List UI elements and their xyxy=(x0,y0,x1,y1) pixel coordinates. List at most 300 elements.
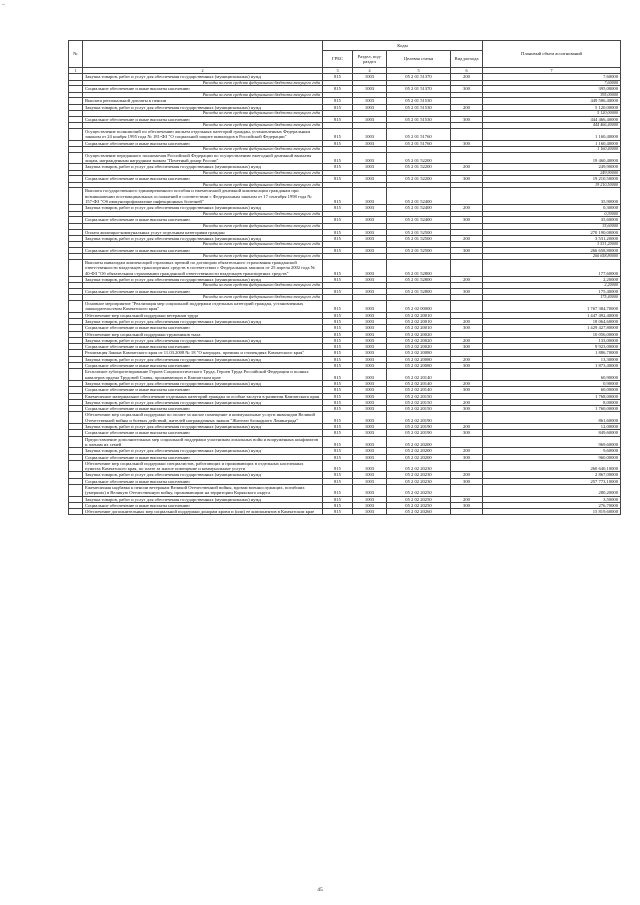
cell-grbs: 815 xyxy=(323,478,353,484)
cell-name: Выплаты инвалидам компенсаций страховых премий по договорам обязательного страхования гражданской ответственности владельцев транспортных средств в соответствии с Федеральным законом от 25 апреля 2002 года № 40-ФЗ "Об обязательном страховании гражданской ответственности владельцев транспортных средств" xyxy=(83,260,323,277)
cell-amount: 35,60000 xyxy=(483,223,621,229)
header-index: 5 xyxy=(387,68,451,74)
cell-amount: 1 873,40000 xyxy=(483,363,621,369)
header-num: № xyxy=(69,41,83,68)
cell-name: Социальное обеспечение и иные выплаты населению xyxy=(83,502,323,508)
cell-amount: 19 210,50000 xyxy=(483,176,621,182)
cell-amount: 444 466,40000 xyxy=(483,123,621,129)
cell-type: 300 xyxy=(451,217,483,223)
cell-target: 05 2 02 20200 xyxy=(387,436,451,448)
cell-name: Бесплатное зубопротезирование Героев Социалистического Труда, Героев Труда Российской Федерации и полных кавалеров ордена Трудовой Славы, проживающих в Камчатском крае xyxy=(83,369,323,381)
cell-type: 300 xyxy=(451,344,483,350)
cell-amount: 1 886,70000 xyxy=(483,350,621,356)
cell-type: 200 xyxy=(451,205,483,211)
cell-section: 1003 xyxy=(353,393,387,399)
table-row xyxy=(69,436,621,448)
cell-section: 1003 xyxy=(353,454,387,460)
cell-grbs: 815 xyxy=(323,276,353,282)
cell-name: Выплата региональной доплаты к пенсии xyxy=(83,98,323,104)
cell-amount: 35,90000 xyxy=(483,188,621,205)
cell-target: 05 2 02 20190 xyxy=(387,424,451,430)
cell-target: 05 2 01 52200 xyxy=(387,176,451,182)
cell-name: Закупка товаров, работ и услуг для обеспечения государственных (муниципальных) нужд xyxy=(83,205,323,211)
cell-name: Закупка товаров, работ и услуг для обеспечения государственных (муниципальных) нужд xyxy=(83,356,323,362)
cell-type: 200 xyxy=(451,235,483,241)
cell-name: Социальное обеспечение и иные выплаты населению xyxy=(83,140,323,146)
cell-section: 1003 xyxy=(353,288,387,294)
cell-grbs: 815 xyxy=(323,448,353,454)
cell-grbs: 815 xyxy=(323,424,353,430)
budget-table-page xyxy=(68,40,620,515)
cell-amount: 60,00000 xyxy=(483,387,621,393)
cell-name: Обеспечение дополнительных мер социальной поддержки донорам крови и (или) ее компонентов в Камчатском крае xyxy=(83,509,323,515)
cell-name: Ежемесячная надбавка к пенсии ветеранам Великой Отечественной войны, вдовам военнослужащих, погибших (умерших) в Великую Отечественную войну, проживающим на территории Корякского округа xyxy=(83,484,323,496)
cell-target: 05 2 02 20140 xyxy=(387,380,451,386)
cell-type: 200 xyxy=(451,448,483,454)
cell-grbs: 815 xyxy=(323,356,353,362)
cell-target: 05 2 02 20200 xyxy=(387,448,451,454)
cell-type: 200 xyxy=(451,337,483,343)
header-target: Целевая статья xyxy=(387,51,451,68)
cell-section: 1003 xyxy=(353,380,387,386)
cell-type: 300 xyxy=(451,478,483,484)
cell-amount: 849,60000 xyxy=(483,430,621,436)
cell-name: Расходы за счет средств федерального бюджета текущего года xyxy=(83,295,323,301)
cell-num xyxy=(69,412,83,424)
cell-num xyxy=(69,460,83,472)
cell-amount: 1 429 427,80000 xyxy=(483,325,621,331)
cell-grbs: 815 xyxy=(323,393,353,399)
cell-amount: 960,00000 xyxy=(483,454,621,460)
cell-amount: 175,40000 xyxy=(483,288,621,294)
cell-type: 200 xyxy=(451,104,483,110)
header-name xyxy=(83,41,323,68)
cell-target: 05 2 01 52200 xyxy=(387,152,451,164)
cell-section: 1003 xyxy=(353,484,387,496)
cell-type: 300 xyxy=(451,387,483,393)
cell-name: Оплата жилищно-коммунальных услуг отдельным категориям граждан xyxy=(83,229,323,235)
cell-target: 05 2 02 20230 xyxy=(387,472,451,478)
cell-section: 1003 xyxy=(353,344,387,350)
cell-name: Закупка товаров, работ и услуг для обеспечения государственных (муниципальных) нужд xyxy=(83,424,323,430)
cell-section: 1003 xyxy=(353,312,387,318)
header-section: Раздел, под-раздел xyxy=(353,51,387,68)
cell-grbs: 815 xyxy=(323,205,353,211)
cell-target: 05 2 01 52500 xyxy=(387,235,451,241)
cell-section: 1003 xyxy=(353,436,387,448)
cell-type xyxy=(451,484,483,496)
cell-type: 300 xyxy=(451,363,483,369)
cell-amount: 2 867,00000 xyxy=(483,472,621,478)
cell-name: Расходы за счет средств федерального бюджета текущего года xyxy=(83,170,323,176)
cell-amount: 1 160,40000 xyxy=(483,128,621,140)
cell-name: Социальное обеспечение и иные выплаты населению xyxy=(83,363,323,369)
cell-target: 05 2 02 20010 xyxy=(387,325,451,331)
cell-amount: 9 923,00000 xyxy=(483,344,621,350)
cell-amount: 0,30000 xyxy=(483,211,621,217)
cell-amount: 260 640,10000 xyxy=(483,460,621,472)
cell-name: Социальное обеспечение и иные выплаты населению xyxy=(83,116,323,122)
cell-amount: 280,20000 xyxy=(483,484,621,496)
cell-target: 05 2 01 51530 xyxy=(387,98,451,104)
cell-type xyxy=(451,436,483,448)
cell-section: 1003 xyxy=(353,235,387,241)
cell-name: Закупка товаров, работ и услуг для обеспечения государственных (муниципальных) нужд xyxy=(83,164,323,170)
cell-name: Обеспечение мер социальной поддержки ветеранов труда xyxy=(83,312,323,318)
cell-section: 1003 xyxy=(353,325,387,331)
cell-type xyxy=(451,509,483,515)
cell-target: 05 2 01 51530 xyxy=(387,104,451,110)
cell-grbs: 815 xyxy=(323,260,353,277)
cell-section: 1003 xyxy=(353,387,387,393)
cell-type: 200 xyxy=(451,356,483,362)
cell-type: 300 xyxy=(451,247,483,253)
cell-amount: 1 447 492,40000 xyxy=(483,312,621,318)
cell-section: 1003 xyxy=(353,152,387,164)
cell-section: 1003 xyxy=(353,412,387,424)
cell-section: 1003 xyxy=(353,128,387,140)
cell-amount: 18 064,60000 xyxy=(483,318,621,324)
cell-grbs: 815 xyxy=(323,176,353,182)
cell-name: Закупка товаров, работ и услуг для обеспечения государственных (муниципальных) нужд xyxy=(83,448,323,454)
cell-grbs: 815 xyxy=(323,331,353,337)
cell-type xyxy=(451,128,483,140)
cell-name: Расходы за счет средств федерального бюджета текущего года xyxy=(83,254,323,260)
cell-grbs: 815 xyxy=(323,369,353,381)
cell-amount: 5 120,00000 xyxy=(483,111,621,117)
header-amount: Плановый объем ассигнований xyxy=(483,41,621,68)
cell-name: Основное мероприятие "Реализация мер социальной поддержки отдельных категорий граждан, установленных законодательством Камчатского края" xyxy=(83,301,323,313)
cell-section: 1003 xyxy=(353,98,387,104)
header-index: 6 xyxy=(451,68,483,74)
table-row xyxy=(69,369,621,381)
cell-name: Социальное обеспечение и иные выплаты населению xyxy=(83,176,323,182)
cell-target: 05 2 02 20020 xyxy=(387,337,451,343)
cell-section: 1003 xyxy=(353,363,387,369)
cell-target: 05 2 02 20190 xyxy=(387,430,451,436)
cell-grbs: 815 xyxy=(323,74,353,80)
table-row xyxy=(69,152,621,164)
cell-type: 300 xyxy=(451,430,483,436)
cell-grbs: 815 xyxy=(323,164,353,170)
cell-type xyxy=(451,301,483,313)
cell-name: Осуществление переданного полномочия Российской Федерации по осуществлению ежегодной денежной выплаты лицам, награжденным нагрудным знаком "Почетный донор России" xyxy=(83,152,323,164)
cell-grbs: 815 xyxy=(323,472,353,478)
cell-target: 05 2 02 20150 xyxy=(387,399,451,405)
cell-grbs: 815 xyxy=(323,387,353,393)
cell-name: Расходы за счет средств федерального бюджета текущего года xyxy=(83,283,323,289)
cell-grbs: 815 xyxy=(323,229,353,235)
cell-amount: 3 531,20000 xyxy=(483,235,621,241)
cell-amount: 9,60000 xyxy=(483,448,621,454)
cell-section: 1003 xyxy=(353,406,387,412)
cell-name: Ежемесячное материальное обеспечение отдельных категорий граждан за особые заслуги в развитии Камчатского края xyxy=(83,393,323,399)
cell-target: 05 2 01 51760 xyxy=(387,140,451,146)
cell-name: Закупка товаров, работ и услуг для обеспечения государственных (муниципальных) нужд xyxy=(83,399,323,405)
cell-name: Социальное обеспечение и иные выплаты населению xyxy=(83,406,323,412)
cell-amount: 60,90000 xyxy=(483,369,621,381)
cell-name: Расходы за счет средств федерального бюджета текущего года xyxy=(83,146,323,152)
cell-target: 05 2 02 20150 xyxy=(387,406,451,412)
cell-section: 1003 xyxy=(353,104,387,110)
cell-grbs: 815 xyxy=(323,152,353,164)
cell-name: Социальное обеспечение и иные выплаты населению xyxy=(83,247,323,253)
cell-num xyxy=(69,436,83,448)
header-codes: Коды xyxy=(323,41,483,51)
cell-grbs: 815 xyxy=(323,104,353,110)
header-index: 4 xyxy=(353,68,387,74)
cell-target: 05 2 02 20080 xyxy=(387,356,451,362)
cell-grbs: 815 xyxy=(323,406,353,412)
cell-section: 1003 xyxy=(353,430,387,436)
header-index: 2 xyxy=(83,68,323,74)
cell-grbs: 815 xyxy=(323,350,353,356)
cell-amount: 10 056,00000 xyxy=(483,331,621,337)
cell-num xyxy=(69,260,83,277)
cell-amount: 133,00000 xyxy=(483,337,621,343)
table-row xyxy=(69,412,621,424)
cell-type: 200 xyxy=(451,318,483,324)
cell-amount: 395,00000 xyxy=(483,92,621,98)
cell-name: Расходы за счет средств федерального бюджета текущего года xyxy=(83,123,323,129)
cell-target: 05 2 01 52400 xyxy=(387,205,451,211)
cell-type: 300 xyxy=(451,502,483,508)
cell-target: 05 2 01 52400 xyxy=(387,188,451,205)
cell-amount: 444 466,40000 xyxy=(483,116,621,122)
cell-section: 1003 xyxy=(353,116,387,122)
cell-amount: 1 160,40000 xyxy=(483,146,621,152)
table-row xyxy=(69,460,621,472)
cell-amount: 15 819,60000 xyxy=(483,509,621,515)
cell-grbs: 815 xyxy=(323,247,353,253)
cell-amount: 5 120,00000 xyxy=(483,104,621,110)
cell-grbs: 815 xyxy=(323,454,353,460)
cell-section: 1003 xyxy=(353,260,387,277)
cell-target: 05 2 02 20080 xyxy=(387,363,451,369)
cell-section: 1003 xyxy=(353,318,387,324)
cell-target: 05 2 02 20020 xyxy=(387,331,451,337)
cell-target: 05 2 02 20230 xyxy=(387,478,451,484)
cell-name: Закупка товаров, работ и услуг для обеспечения государственных (муниципальных) нужд xyxy=(83,74,323,80)
cell-grbs: 815 xyxy=(323,235,353,241)
cell-type: 200 xyxy=(451,74,483,80)
cell-grbs: 815 xyxy=(323,380,353,386)
cell-target: 05 2 01 52500 xyxy=(387,247,451,253)
cell-target: 05 2 02 20250 xyxy=(387,484,451,496)
cell-target: 05 2 01 51530 xyxy=(387,116,451,122)
cell-section: 1003 xyxy=(353,140,387,146)
cell-amount: 175,40000 xyxy=(483,295,621,301)
cell-amount: 7,60000 xyxy=(483,80,621,86)
cell-name: Социальное обеспечение и иные выплаты населению xyxy=(83,454,323,460)
header-grbs: ГРБС xyxy=(323,51,353,68)
cell-type: 200 xyxy=(451,399,483,405)
cell-amount: 257 773,10000 xyxy=(483,478,621,484)
cell-type: 200 xyxy=(451,424,483,430)
cell-target: 05 2 01 52200 xyxy=(387,164,451,170)
cell-amount: 969,60000 xyxy=(483,436,621,448)
cell-name: Расходы за счет средств федерального бюджета текущего года xyxy=(83,182,323,188)
cell-target: 05 2 02 20010 xyxy=(387,318,451,324)
cell-amount: 266 658,80000 xyxy=(483,254,621,260)
cell-section: 1003 xyxy=(353,229,387,235)
cell-section: 1003 xyxy=(353,337,387,343)
cell-amount: 19 460,40000 xyxy=(483,152,621,164)
cell-amount: 3 531,20000 xyxy=(483,242,621,248)
cell-amount: 2,20000 xyxy=(483,283,621,289)
cell-grbs: 815 xyxy=(323,140,353,146)
cell-section: 1003 xyxy=(353,301,387,313)
cell-name: Обеспечение мер социальной поддержки специалистов, работающих и проживающих в отдельных населенных пунктах Камчатского края, по плате за жилое помещение и коммунальные услуги xyxy=(83,460,323,472)
cell-grbs: 815 xyxy=(323,502,353,508)
cell-num xyxy=(69,509,83,515)
cell-target: 05 2 02 20250 xyxy=(387,502,451,508)
header-index: 1 xyxy=(69,68,83,74)
cell-section: 1003 xyxy=(353,448,387,454)
cell-target: 05 2 02 20190 xyxy=(387,412,451,424)
cell-name: Обеспечение мер социальной поддержки тружеников тыла xyxy=(83,331,323,337)
cell-type: 200 xyxy=(451,380,483,386)
cell-num xyxy=(69,188,83,205)
cell-type: 300 xyxy=(451,325,483,331)
cell-type: 300 xyxy=(451,86,483,92)
cell-amount: 276,70000 xyxy=(483,502,621,508)
cell-name: Выплата государственного единовременного пособия и ежемесячной денежной компенсации гражданам при возникновении поствакцинальных осложнений в соответствии с Федеральным законом от 17 сентября 1998 года № 157-ФЗ "Об иммунопрофилактике инфекционных болезней" xyxy=(83,188,323,205)
cell-grbs: 815 xyxy=(323,436,353,448)
cell-amount: 177,60000 xyxy=(483,260,621,277)
cell-grbs: 815 xyxy=(323,86,353,92)
cell-amount: 13,30000 xyxy=(483,356,621,362)
cell-type: 300 xyxy=(451,116,483,122)
cell-section: 1003 xyxy=(353,205,387,211)
cell-target: 05 2 02 20260 xyxy=(387,509,451,515)
table-row xyxy=(69,260,621,277)
cell-grbs: 815 xyxy=(323,399,353,405)
table-row xyxy=(69,509,621,515)
cell-num xyxy=(69,128,83,140)
cell-amount: 12,00000 xyxy=(483,424,621,430)
cell-name: Закупка товаров, работ и услуг для обеспечения государственных (муниципальных) нужд xyxy=(83,496,323,502)
cell-target: 05 2 01 52800 xyxy=(387,260,451,277)
cell-target: 05 2 02 20150 xyxy=(387,393,451,399)
cell-grbs: 815 xyxy=(323,98,353,104)
cell-type xyxy=(451,260,483,277)
table-row xyxy=(69,484,621,496)
cell-target: 05 2 01 51370 xyxy=(387,74,451,80)
cell-section: 1003 xyxy=(353,424,387,430)
cell-amount: 249,90000 xyxy=(483,164,621,170)
cell-section: 1003 xyxy=(353,86,387,92)
cell-amount: 1 768,00000 xyxy=(483,393,621,399)
cell-section: 1003 xyxy=(353,276,387,282)
cell-amount: 1 760,00000 xyxy=(483,406,621,412)
cell-target: 05 2 02 20140 xyxy=(387,387,451,393)
cell-name: Закупка товаров, работ и услуг для обеспечения государственных (муниципальных) нужд xyxy=(83,337,323,343)
cell-amount: 449 586,40000 xyxy=(483,98,621,104)
cell-section: 1003 xyxy=(353,472,387,478)
cell-grbs: 815 xyxy=(323,128,353,140)
cell-num xyxy=(69,484,83,496)
cell-name: Закупка товаров, работ и услуг для обеспечения государственных (муниципальных) нужд xyxy=(83,276,323,282)
cell-target: 05 2 01 52800 xyxy=(387,288,451,294)
cell-section: 1003 xyxy=(353,369,387,381)
cell-name: Закупка товаров, работ и услуг для обеспечения государственных (муниципальных) нужд xyxy=(83,104,323,110)
table-row xyxy=(69,301,621,313)
cell-type: 300 xyxy=(451,406,483,412)
cell-section: 1003 xyxy=(353,350,387,356)
cell-num xyxy=(69,369,83,381)
cell-grbs: 815 xyxy=(323,484,353,496)
cell-name: Социальное обеспечение и иные выплаты населению xyxy=(83,217,323,223)
cell-name: Социальное обеспечение и иные выплаты населению xyxy=(83,288,323,294)
cell-target: 05 2 02 20230 xyxy=(387,460,451,472)
cell-type xyxy=(451,188,483,205)
cell-target: 05 2 01 52800 xyxy=(387,276,451,282)
cell-grbs: 815 xyxy=(323,116,353,122)
cell-target: 05 2 01 51370 xyxy=(387,86,451,92)
cell-name: Расходы за счет средств федерального бюджета текущего года xyxy=(83,111,323,117)
cell-grbs: 815 xyxy=(323,337,353,343)
cell-name: Социальное обеспечение и иные выплаты населению xyxy=(83,86,323,92)
cell-name: Социальное обеспечение и иные выплаты населению xyxy=(83,478,323,484)
cell-target: 05 2 02 20080 xyxy=(387,350,451,356)
cell-amount: 0,90000 xyxy=(483,380,621,386)
cell-name: Закупка товаров, работ и услуг для обеспечения государственных (муниципальных) нужд xyxy=(83,472,323,478)
cell-section: 1003 xyxy=(353,247,387,253)
cell-type: 200 xyxy=(451,164,483,170)
cell-amount: 270 190,00000 xyxy=(483,229,621,235)
cell-target: 05 2 01 52500 xyxy=(387,229,451,235)
cell-amount: 2,20000 xyxy=(483,276,621,282)
cell-amount: 3,50000 xyxy=(483,496,621,502)
cell-name: Предоставление дополнительных мер социальной поддержки участникам локальных войн и вооруженных конфликтов и членам их семей xyxy=(83,436,323,448)
cell-type xyxy=(451,152,483,164)
cell-target: 05 2 02 20020 xyxy=(387,344,451,350)
cell-amount: 266 658,80000 xyxy=(483,247,621,253)
table-row xyxy=(69,188,621,205)
cell-name: Осуществление полномочий по обеспечению жильем отдельных категорий граждан, установленных Федеральным законом от 24 ноября 1995 года № 181-ФЗ "О социальной защите инвалидов в Российской Федерации" xyxy=(83,128,323,140)
cell-type xyxy=(451,460,483,472)
cell-grbs: 815 xyxy=(323,325,353,331)
cell-type: 300 xyxy=(451,454,483,460)
header-index: 3 xyxy=(323,68,353,74)
cell-grbs: 815 xyxy=(323,301,353,313)
table-body xyxy=(69,74,621,515)
header-type: Вид расхода xyxy=(451,51,483,68)
cell-name: Расходы за счет средств федерального бюджета текущего года xyxy=(83,80,323,86)
cell-section: 1003 xyxy=(353,188,387,205)
cell-type: 200 xyxy=(451,276,483,282)
cell-name: Расходы за счет средств федерального бюджета текущего года xyxy=(83,242,323,248)
cell-amount: 1 767 384,70000 xyxy=(483,301,621,313)
corner-mark: – xyxy=(2,2,5,8)
cell-amount: 19 210,50000 xyxy=(483,182,621,188)
cell-grbs: 815 xyxy=(323,496,353,502)
budget-table xyxy=(68,40,621,515)
cell-section: 1003 xyxy=(353,496,387,502)
page-number: 45 xyxy=(317,887,323,893)
cell-target: 05 2 02 20250 xyxy=(387,496,451,502)
cell-section: 1003 xyxy=(353,502,387,508)
cell-name: Обеспечение мер социальной поддержки по оплате за жилое помещение и коммунальные услуги инвалидов Великой Отечественной войны и боевых действий, жителей награжденных знаком "Жителю блокадного Ленинграда" xyxy=(83,412,323,424)
cell-grbs: 815 xyxy=(323,312,353,318)
cell-grbs: 815 xyxy=(323,363,353,369)
cell-section: 1003 xyxy=(353,460,387,472)
header-index: 7 xyxy=(483,68,621,74)
cell-num xyxy=(69,301,83,313)
cell-type xyxy=(451,369,483,381)
cell-name: Расходы за счет средств федерального бюджета текущего года xyxy=(83,223,323,229)
